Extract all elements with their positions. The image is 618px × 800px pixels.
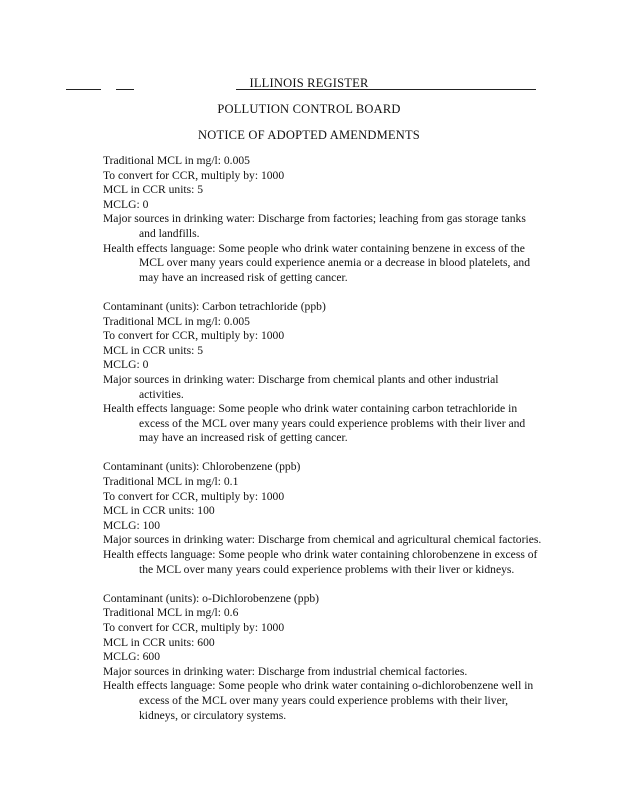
health-effects-paragraph: Health effects language: Some people who drink water containing carbon tetrachloride in excess of the MCL over many years could experience problems with their liver and may have an increased risk of getting cancer. — [103, 402, 526, 445]
mcl-mgl-line: Traditional MCL in mg/l: 0.005 — [103, 154, 250, 167]
mclg-line: MCLG: 100 — [103, 518, 161, 532]
document-body — [103, 154, 543, 738]
health-effects-paragraph: Health effects language: Some people who drink water containing o-dichlorobenzene well in excess of the MCL over many years could experience problems with their liver, kidneys, or circulatory systems. — [103, 679, 534, 722]
register-title: ILLINOIS REGISTER — [249, 76, 369, 90]
carbon-tetrachloride-block — [103, 300, 543, 446]
major-sources-paragraph: Major sources in drinking water: Discharge from factories; leaching from gas storage tanks and landfills. — [103, 212, 526, 240]
conversion-line: To convert for CCR, multiply by: 1000 — [103, 329, 285, 343]
mclg-line: MCLG: 0 — [103, 358, 149, 372]
mcl-mgl-line: Traditional MCL in mg/l: 0.1 — [103, 475, 239, 489]
mcl-ccr-line: MCL in CCR units: 100 — [103, 504, 215, 518]
conversion-line: To convert for CCR, multiply by: 1000 — [103, 621, 285, 634]
contaminant-line: Contaminant (units): o-Dichlorobenzene (ppb) — [103, 591, 320, 605]
conversion-line: To convert for CCR, multiply by: 1000 — [103, 168, 285, 182]
mcl-ccr-line: MCL in CCR units: 600 — [103, 635, 215, 649]
contaminant-line: Contaminant (units): Carbon tetrachloride (ppb) — [103, 299, 326, 313]
mclg-line: MCLG: 0 — [103, 197, 149, 211]
chlorobenzene-block — [103, 460, 543, 577]
board-title: POLLUTION CONTROL BOARD — [217, 102, 401, 116]
notice-title: NOTICE OF ADOPTED AMENDMENTS — [198, 128, 420, 142]
major-sources-paragraph: Major sources in drinking water: Discharge from chemical and agricultural chemical factories. — [103, 533, 542, 547]
mclg-line: MCLG: 600 — [103, 650, 161, 664]
o-dichlorobenzene-block — [103, 592, 543, 723]
mcl-ccr-line: MCL in CCR units: 5 — [103, 183, 204, 197]
mcl-mgl-line: Traditional MCL in mg/l: 0.6 — [103, 606, 239, 620]
health-effects-paragraph: Health effects language: Some people who drink water containing benzene in excess of the MCL over many years could experience anemia or a decrease in blood platelets, and may have an increased risk of getting cancer. — [103, 241, 531, 284]
major-sources-paragraph: Major sources in drinking water: Discharge from industrial chemical factories. — [103, 664, 468, 678]
mcl-ccr-line: MCL in CCR units: 5 — [103, 343, 204, 357]
benzene-block — [103, 154, 543, 285]
mcl-mgl-line: Traditional MCL in mg/l: 0.005 — [103, 314, 250, 328]
major-sources-paragraph: Major sources in drinking water: Discharge from chemical plants and other industrial activities. — [103, 372, 499, 401]
conversion-line: To convert for CCR, multiply by: 1000 — [103, 489, 285, 503]
health-effects-paragraph: Health effects language: Some people who drink water containing chlorobenzene in excess of the MCL over many years could experience problems with their liver or kidneys. — [103, 548, 538, 576]
contaminant-line: Contaminant (units): Chlorobenzene (ppb) — [103, 460, 301, 474]
